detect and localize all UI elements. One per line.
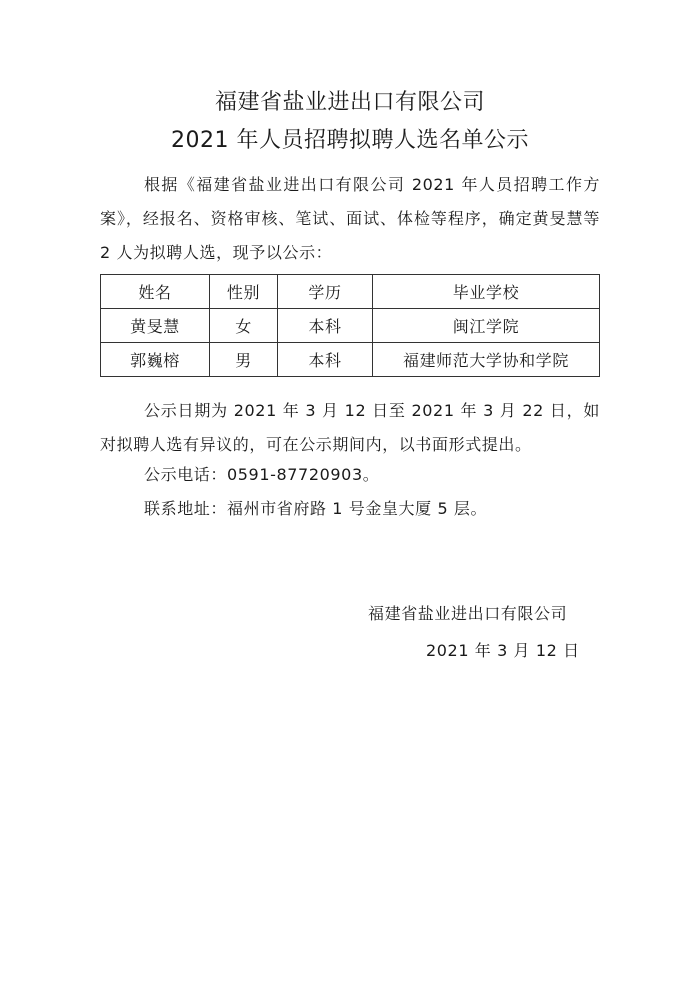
- table-row: [101, 309, 600, 343]
- contact-address: 联系地址：福州市省府路 1 号金皇大厦 5 层。: [144, 499, 488, 518]
- table-row: [101, 343, 600, 377]
- cell-school: 闽江学院: [373, 309, 600, 343]
- cell-gender: 女: [210, 309, 278, 343]
- contact-phone: 公示电话：0591-87720903。: [144, 465, 380, 484]
- cell-gender: 男: [210, 343, 278, 377]
- signature-date: 2021 年 3 月 12 日: [426, 641, 580, 660]
- header-gender: 性别: [210, 275, 278, 309]
- table-header-row: [101, 275, 600, 309]
- intro-paragraph: 根据《福建省盐业进出口有限公司 2021 年人员招聘工作方案》，经报名、资格审核、笔试、面试、体检等程序，确定黄旻慧等 2 人为拟聘人选，现予以公示：: [100, 175, 600, 262]
- header-school: 毕业学校: [373, 275, 600, 309]
- notice-paragraph: 公示日期为 2021 年 3 月 12 日至 2021 年 3 月 22 日，如对拟聘人选有异议的，可在公示期间内，以书面形式提出。: [100, 401, 600, 454]
- cell-education: 本科: [278, 309, 373, 343]
- cell-school: 福建师范大学协和学院: [373, 343, 600, 377]
- document-title-line1: 福建省盐业进出口有限公司: [214, 90, 485, 115]
- document-title-line2: 2021 年人员招聘拟聘人选名单公示: [171, 128, 529, 153]
- cell-education: 本科: [278, 343, 373, 377]
- cell-name: 黄旻慧: [101, 309, 210, 343]
- header-education: 学历: [278, 275, 373, 309]
- signature-company: 福建省盐业进出口有限公司: [368, 604, 568, 623]
- cell-name: 郭巍榕: [101, 343, 210, 377]
- header-name: 姓名: [101, 275, 210, 309]
- candidate-table: [100, 274, 600, 377]
